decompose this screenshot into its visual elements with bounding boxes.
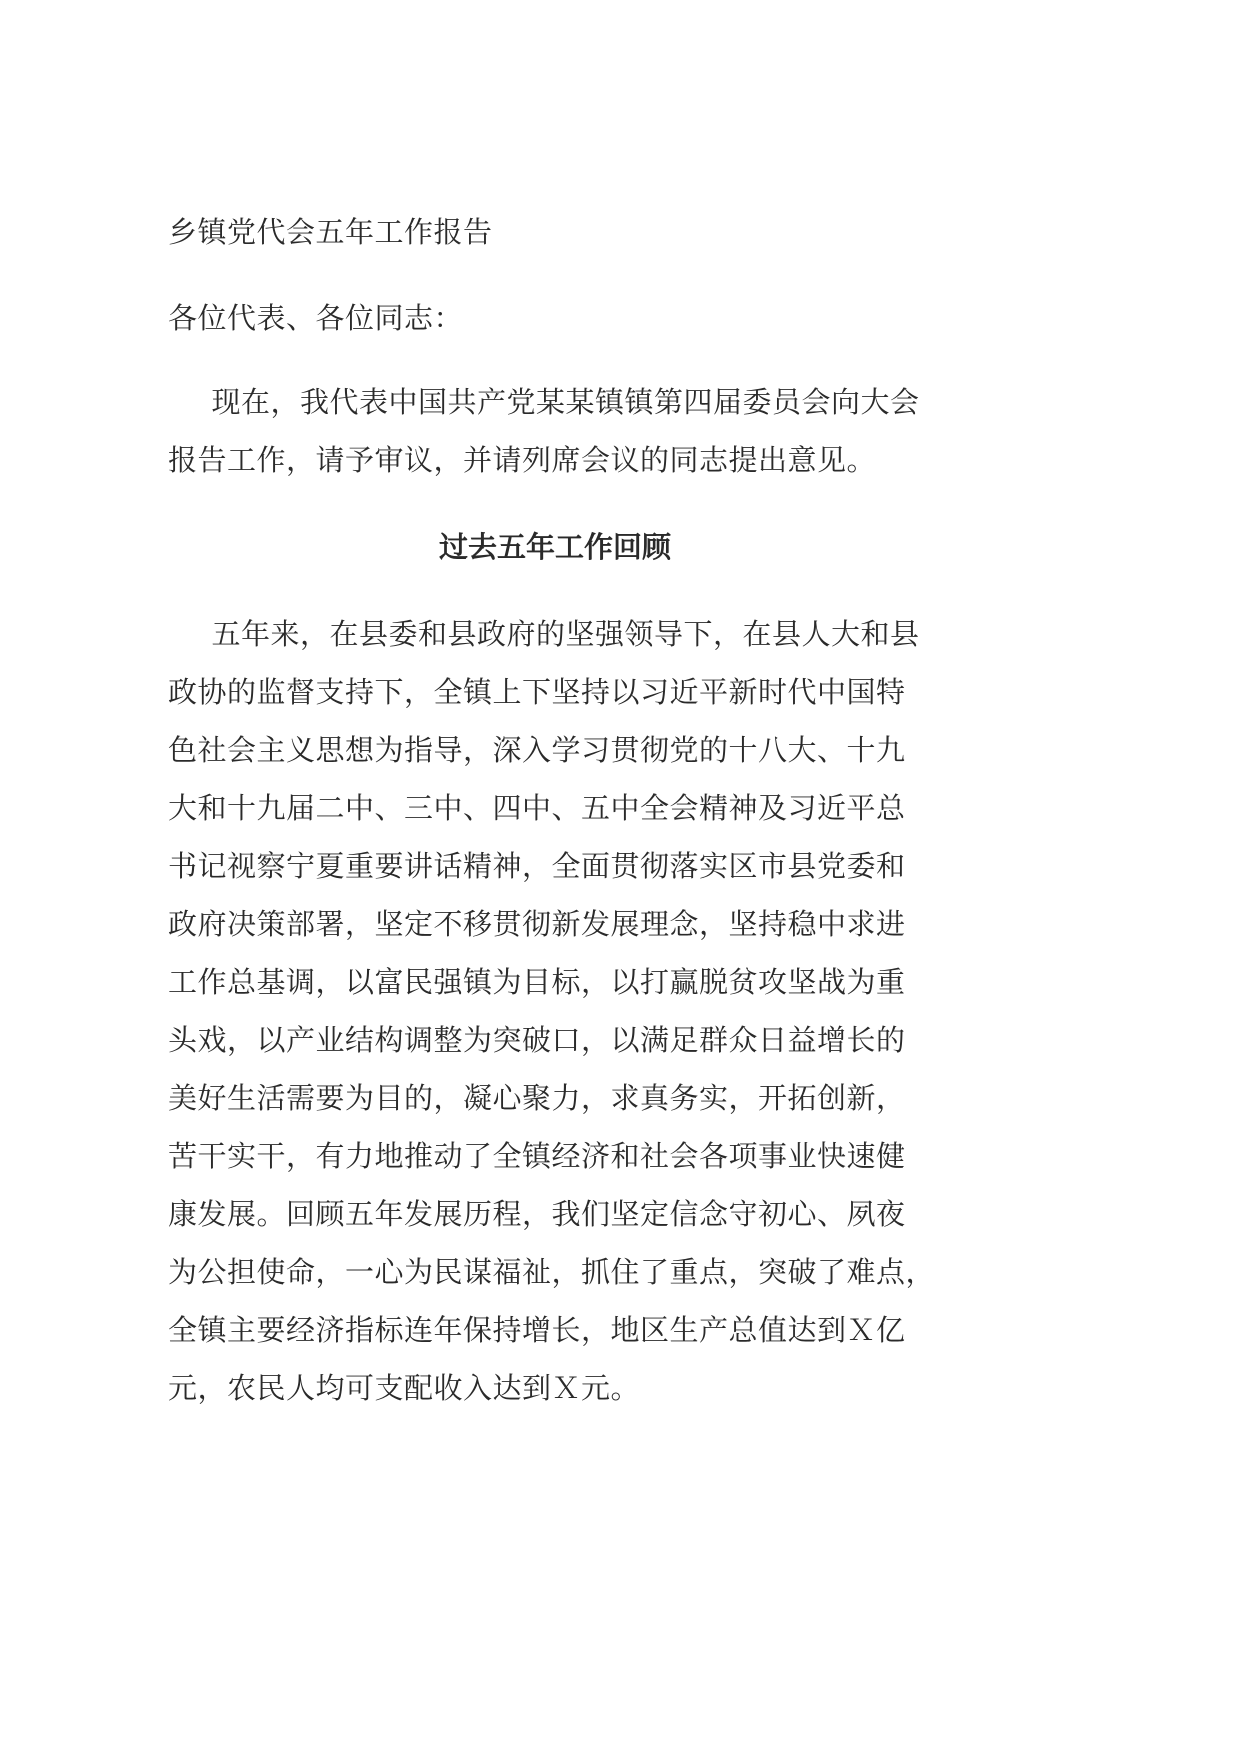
paragraph-line: 色社会主义思想为指导，深入学习贯彻党的十八大、十九 [168, 733, 906, 767]
paragraph-line: 工作总基调，以富民强镇为目标，以打赢脱贫攻坚战为重 [168, 965, 906, 999]
section-heading: 过去五年工作回顾 [438, 530, 671, 564]
paragraph-line: 头戏，以产业结构调整为突破口，以满足群众日益增长的 [168, 1023, 906, 1057]
paragraph-line: 全镇主要经济指标连年保持增长，地区生产总值达到Ｘ亿 [168, 1313, 906, 1347]
salutation: 各位代表、各位同志： [168, 301, 464, 335]
paragraph-line: 五年来，在县委和县政府的坚强领导下，在县人大和县 [182, 617, 920, 651]
paragraph-line: 苦干实干，有力地推动了全镇经济和社会各项事业快速健 [168, 1139, 906, 1173]
paragraph-line: 书记视察宁夏重要讲话精神，全面贯彻落实区市县党委和 [168, 849, 906, 883]
document-title: 乡镇党代会五年工作报告 [168, 215, 493, 249]
paragraph-line: 元，农民人均可支配收入达到Ｘ元。 [168, 1371, 641, 1405]
paragraph-line: 现在，我代表中国共产党某某镇镇第四届委员会向大会 [182, 385, 920, 419]
paragraph-line: 报告工作，请予审议，并请列席会议的同志提出意见。 [168, 443, 877, 477]
paragraph-line: 政协的监督支持下，全镇上下坚持以习近平新时代中国特 [168, 675, 906, 709]
paragraph-line: 为公担使命，一心为民谋福祉，抓住了重点，突破了难点， [168, 1255, 936, 1289]
paragraph-line: 政府决策部署，坚定不移贯彻新发展理念，坚持稳中求进 [168, 907, 906, 941]
paragraph-line: 康发展。回顾五年发展历程，我们坚定信念守初心、夙夜 [168, 1197, 906, 1231]
paragraph-line: 大和十九届二中、三中、四中、五中全会精神及习近平总 [168, 791, 906, 825]
paragraph-line: 美好生活需要为目的，凝心聚力，求真务实，开拓创新， [168, 1081, 906, 1115]
